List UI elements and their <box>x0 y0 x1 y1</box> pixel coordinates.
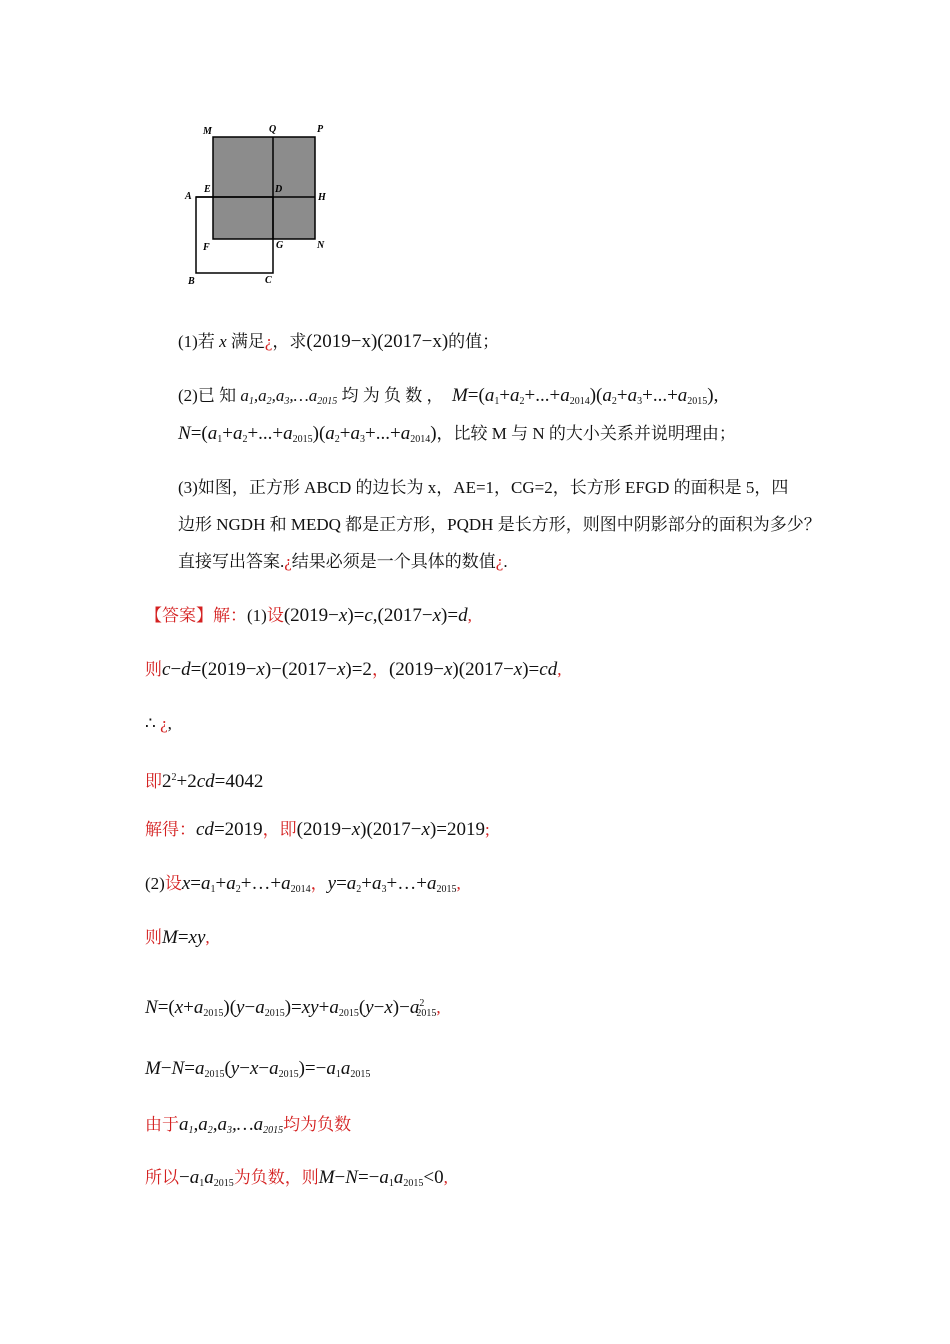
question-3-line3 <box>178 550 508 574</box>
q2-compare: ，比较 M 与 N 的大小关系并说明理由； <box>436 424 736 443</box>
answer-x-def: $x=a_1+a_2+\dots+a_{2014}$ <box>181 873 311 895</box>
question-2-line2 <box>178 422 736 452</box>
answer-she: 设 <box>266 606 284 625</box>
answer-substitution: (2019−x)=c,(2017−x)=d <box>283 605 468 626</box>
answer-line-7: 则M=xy, <box>145 927 210 948</box>
answer-so: 所以 <box>145 1168 179 1187</box>
answer-missing-char: ¿ <box>160 714 168 733</box>
q1-variable: x <box>219 332 227 351</box>
answer-part1-result: (2019−x)(2017−x)=2019 <box>296 819 485 840</box>
answer-line-9 <box>145 1057 370 1087</box>
geometry-figure <box>180 118 340 298</box>
label-Q: Q <box>269 124 277 135</box>
answer-M-minus-N: $M-N=a_{2015}(y-x-a_{2015})=-a_1a_{2015}$ <box>145 1058 371 1080</box>
answer-line-8: $N=(x+a_{2015})(y-a_{2015})=xy+a_{2015}(y-x)-a^2_{2015}$, <box>145 997 441 1019</box>
question-2-line1 <box>178 384 718 414</box>
q3-period: . <box>503 552 508 571</box>
answer-cd-value: cd=2019 <box>196 819 263 840</box>
q3-direct-answer: 直接写出答案. <box>178 552 285 571</box>
answer-y-def: $y=a_2+a_3+\dots+a_{2015}$ <box>327 873 457 895</box>
answer-conclusion: $M-N=-a_1a_{2015}<0$ <box>318 1167 444 1189</box>
answer-part1-label: (1) <box>247 606 267 625</box>
question-3-line1: (3)如图，正方形 ABCD 的边长为 x，AE=1，CG=2，长方形 EFGD 的面积是 5，四 <box>178 478 789 497</box>
q3-missing-char-1: ¿ <box>284 552 292 571</box>
label-F: F <box>203 242 210 253</box>
answer-ze: 则 <box>145 660 162 679</box>
label-G: G <box>276 240 284 251</box>
squares-diagram <box>180 118 340 293</box>
label-N: N <box>317 240 325 251</box>
answer-line-1: 【答案】解：(1)设(2019−x)=c,(2017−x)=d, <box>145 605 472 626</box>
answer-is-negative: 为负数，则 <box>233 1168 319 1187</box>
label-M: M <box>203 126 212 137</box>
q1-tail: ，求 <box>272 332 307 351</box>
answer-ji: 即 <box>145 772 162 791</box>
answer-ji-2: 即 <box>279 820 297 839</box>
q3-missing-char-2: ¿ <box>495 552 504 571</box>
answer-difference: c−d=(2019−x)−(2017−x)=2 <box>162 659 372 680</box>
answer-all-negative: 均为负数 <box>283 1115 352 1134</box>
answer-line-4 <box>145 766 263 794</box>
q3-requirement: 结果必须是一个具体的数值 <box>291 552 496 571</box>
answer-sequence: $a_1,a_2,a_3,\dots a_{2015}$ <box>179 1114 284 1136</box>
answer-line-11: 所以$-a_1a_{2015}$为负数，则$M-N=-a_1a_{2015}<0$, <box>145 1167 448 1189</box>
answer-solve: 解得： <box>145 820 196 839</box>
q1-end: 的值； <box>448 332 500 351</box>
answer-product-term: $-a_1a_{2015}$ <box>179 1167 234 1189</box>
answer-tag: 【答案】 <box>145 606 213 625</box>
answer-part2-label: (2) <box>145 874 165 893</box>
answer-she-2: 设 <box>164 874 182 893</box>
q1-missing-char: ¿ <box>264 332 273 351</box>
label-B: B <box>188 276 195 287</box>
answer-M-xy: M=xy <box>162 927 206 948</box>
answer-product: (2019−x)(2017−x)=cd <box>388 659 558 680</box>
q1-prefix: (1)若 <box>178 332 220 351</box>
label-E: E <box>204 184 211 195</box>
q2-intro: (2)已 知 <box>178 386 241 405</box>
answer-line-5: 解得：cd=2019，即(2019−x)(2017−x)=2019; <box>145 819 490 840</box>
answer-line-2: 则c−d=(2019−x)−(2017−x)=2，(2019−x)(2017−x)=cd, <box>145 659 562 680</box>
q2-negative: 均 为 负 数 ， <box>337 386 444 405</box>
label-C: C <box>265 275 272 286</box>
q2-M-definition: $M=(a_1+a_2+...+a_{2014})(a_2+a_3+...+a_{2015})$, <box>451 385 719 407</box>
question-1 <box>178 330 499 354</box>
label-H: H <box>318 192 326 203</box>
answer-line-6: (2)设$x=a_1+a_2+\dots+a_{2014}$，$y=a_2+a_3+\dots+a_{2015}$, <box>145 873 461 895</box>
answer-N-expansion: $N=(x+a_{2015})(y-a_{2015})=xy+a_{2015}(y-x)-a^2_{2015}$ <box>145 997 437 1019</box>
q2-N-definition: $N=(a_1+a_2+...+a_{2015})(a_2+a_3+...+a_{2014})$ <box>178 423 437 445</box>
label-P: P <box>317 124 324 135</box>
question-3-line2: 边形 NGDH 和 MEDQ 都是正方形，PQDH 是长方形，则图中阴影部分的面积为多少？ <box>178 515 821 534</box>
answer-equation: $2^2+2cd=4042$ <box>162 771 264 792</box>
therefore-symbol: ∴ <box>145 714 156 733</box>
shaded-rectangle <box>213 137 315 239</box>
answer-ze-2: 则 <box>145 928 162 947</box>
answer-line-10 <box>145 1113 351 1143</box>
label-A: A <box>185 191 192 202</box>
answer-line-3: ∴ ¿, <box>145 714 172 733</box>
answer-since: 由于 <box>145 1115 179 1134</box>
q1-expression: (2019−x)(2017−x) <box>306 331 449 352</box>
q2-sequence: $a_1,a_2,a_3,\dots a_{2015}$ <box>240 386 338 407</box>
q1-mid: 满足 <box>226 332 265 351</box>
answer-jie: 解： <box>213 606 247 625</box>
label-D: D <box>275 184 283 195</box>
